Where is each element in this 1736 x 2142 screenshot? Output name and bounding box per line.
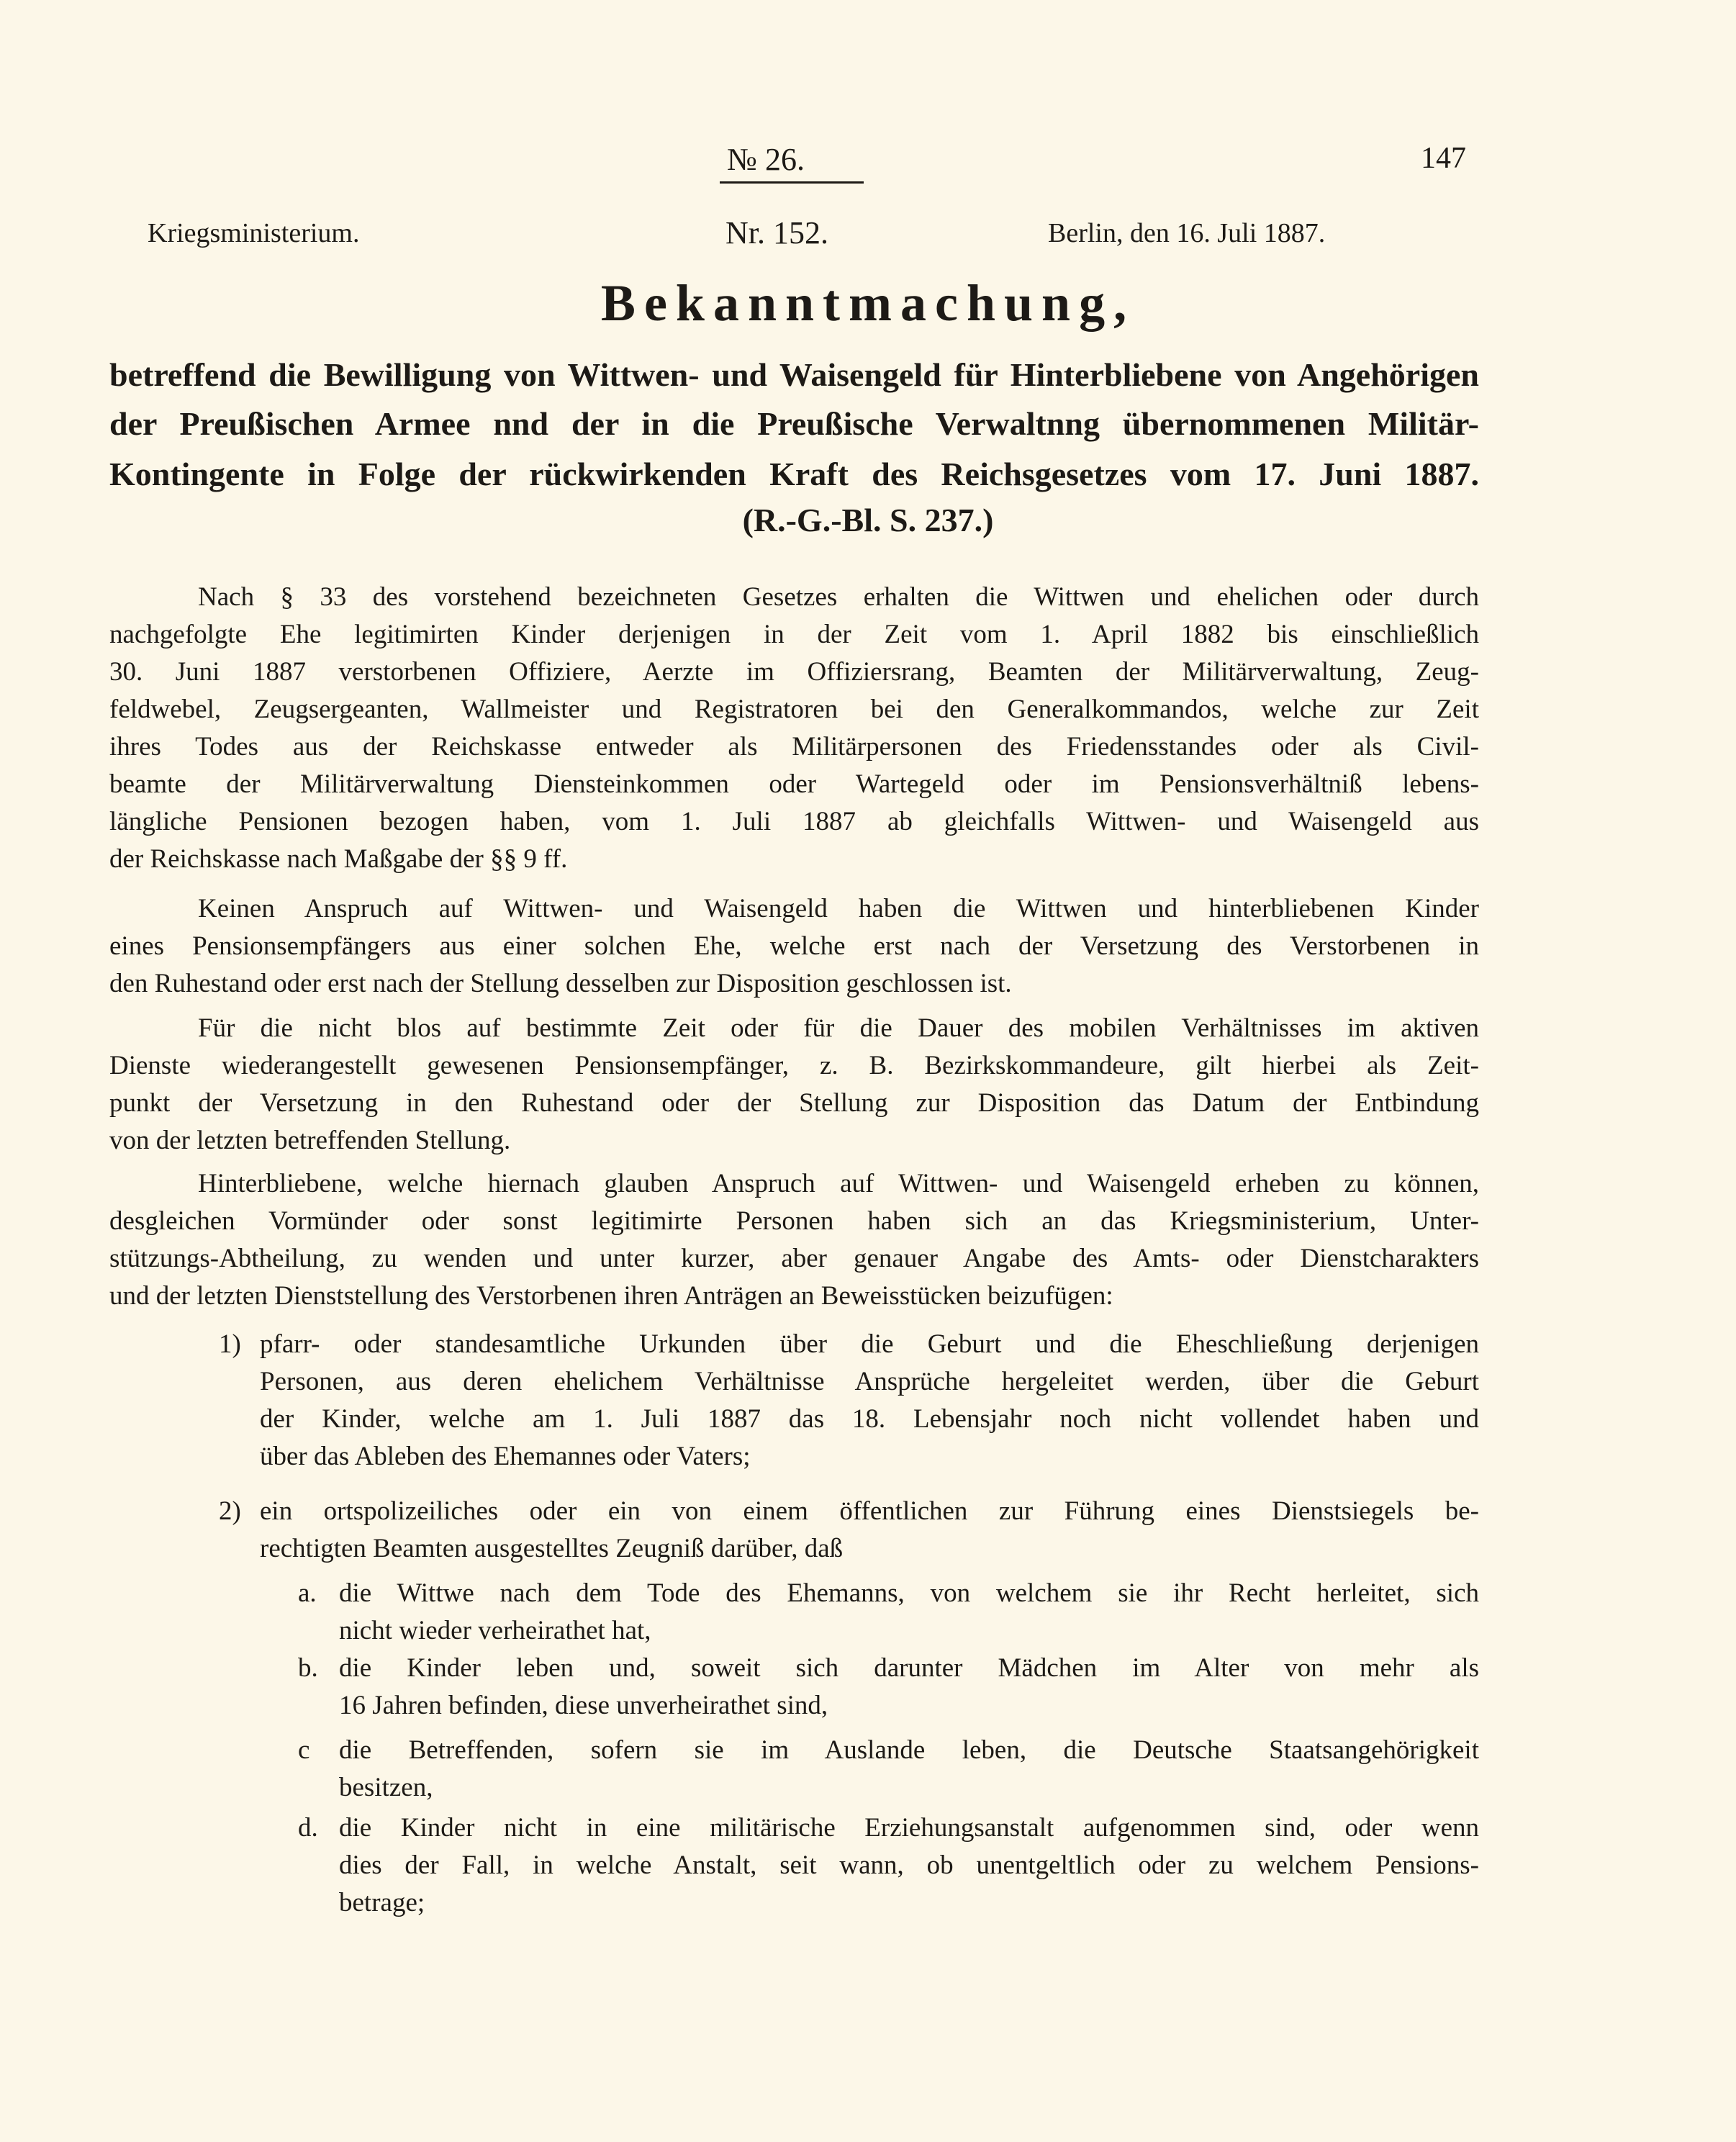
text-line: rechtigten Beamten ausgestelltes Zeugniß darüber, daß: [260, 1534, 844, 1563]
text-line: die Kinder nicht in eine militärische Erziehungsanstalt aufgenommen sind, oder wenn: [339, 1813, 1479, 1843]
text-line: der Reichskasse nach Maßgabe der §§ 9 ff.: [109, 844, 568, 874]
subtitle-line: Kontingente in Folge der rückwirkenden Kraft des Reichsgesetzes vom 17. Juni 1887.: [109, 456, 1479, 492]
text-line: 30. Juni 1887 verstorbenen Offiziere, Aerzte im Offiziersrang, Beamten der Militärverwaltung, Zeug-: [109, 657, 1479, 687]
text-line: die Betreffenden, sofern sie im Auslande leben, die Deutsche Staatsangehörigkeit: [339, 1735, 1479, 1765]
text-line: beamte der Militärverwaltung Diensteinkommen oder Wartegeld oder im Pensionsverhältniß lebens-: [109, 769, 1479, 799]
text-line: von der letzten betreffenden Stellung.: [109, 1126, 511, 1155]
subtitle-line: (R.-G.-Bl. S. 237.): [742, 502, 994, 538]
text-line: über das Ableben des Ehemannes oder Vaters;: [260, 1442, 751, 1471]
sub-item-letter: b.: [298, 1653, 318, 1683]
text-line: nachgefolgte Ehe legitimirten Kinder derjenigen in der Zeit vom 1. April 1882 bis einschließlich: [109, 620, 1479, 649]
issue-number: № 26.: [727, 142, 805, 177]
text-line: Hinterbliebene, welche hiernach glauben Anspruch auf Wittwen- und Waisengeld erheben zu können,: [198, 1169, 1479, 1198]
sub-item-letter: c: [298, 1735, 310, 1765]
text-line: feldwebel, Zeugsergeanten, Wallmeister und Registratoren bei den Generalkommandos, welche zur Zeit: [109, 695, 1479, 724]
text-line: ihres Todes aus der Reichskasse entweder als Militärpersonen des Friedensstandes oder als Civil-: [109, 732, 1479, 762]
text-line: betrage;: [339, 1888, 425, 1917]
text-line: Personen, aus deren ehelichem Verhältnisse Ansprüche hergeleitet werden, über die Geburt: [260, 1367, 1479, 1396]
text-line: eines Pensionsempfängers aus einer solchen Ehe, welche erst nach der Versetzung des Verstorbenen in: [109, 931, 1479, 961]
place-date: Berlin, den 16. Juli 1887.: [1048, 218, 1326, 248]
subtitle-line: betreffend die Bewilligung von Wittwen- und Waisengeld für Hinterbliebene von Angehörigen: [109, 356, 1479, 393]
text-line: die Wittwe nach dem Tode des Ehemanns, von welchem sie ihr Recht herleitet, sich: [339, 1578, 1479, 1608]
text-line: Keinen Anspruch auf Wittwen- und Waisengeld haben die Wittwen und hinterbliebenen Kinder: [198, 894, 1479, 923]
text-line: ein ortspolizeiliches oder ein von einem öffentlichen zur Führung eines Dienstsiegels be-: [260, 1496, 1479, 1526]
text-line: pfarr- oder standesamtliche Urkunden über die Geburt und die Eheschließung derjenigen: [260, 1329, 1479, 1359]
issue-underline: [720, 181, 864, 184]
list-item-number: 2): [219, 1496, 241, 1526]
page-number: 147: [1421, 142, 1466, 175]
text-line: den Ruhestand oder erst nach der Stellung desselben zur Disposition geschlossen ist.: [109, 969, 1012, 998]
text-line: die Kinder leben und, soweit sich darunter Mädchen im Alter von mehr als: [339, 1653, 1479, 1683]
text-line: Nach § 33 des vorstehend bezeichneten Gesetzes erhalten die Wittwen und ehelichen oder durch: [198, 582, 1479, 612]
text-line: Dienste wiederangestellt gewesenen Pensionsempfänger, z. B. Bezirkskommandeure, gilt hierbei als Zeit-: [109, 1051, 1479, 1080]
text-line: längliche Pensionen bezogen haben, vom 1. Juli 1887 ab gleichfalls Wittwen- und Waisengeld aus: [109, 807, 1479, 836]
text-line: nicht wieder verheirathet hat,: [339, 1616, 651, 1645]
text-line: besitzen,: [339, 1773, 433, 1802]
text-line: Für die nicht blos auf bestimmte Zeit oder für die Dauer des mobilen Verhältnisses im aktiven: [198, 1013, 1479, 1043]
sub-item-letter: d.: [298, 1813, 318, 1843]
document-number: Nr. 152.: [725, 215, 828, 250]
text-line: punkt der Versetzung in den Ruhestand oder der Stellung zur Disposition das Datum der Entbindung: [109, 1088, 1479, 1118]
text-line: der Kinder, welche am 1. Juli 1887 das 18. Lebensjahr noch nicht vollendet haben und: [260, 1404, 1479, 1434]
text-line: 16 Jahren befinden, diese unverheirathet sind,: [339, 1691, 828, 1720]
text-line: stützungs-Abtheilung, zu wenden und unter kurzer, aber genauer Angabe des Amts- oder Dienstcharakters: [109, 1244, 1479, 1273]
issuer: Kriegsministerium.: [148, 218, 360, 248]
subtitle-line: der Preußischen Armee nnd der in die Preußische Verwaltnng übernommenen Militär-: [109, 405, 1479, 442]
text-line: desgleichen Vormünder oder sonst legitimirte Personen haben sich an das Kriegsministerium, Unter-: [109, 1206, 1479, 1236]
text-line: dies der Fall, in welche Anstalt, seit wann, ob unentgeltlich oder zu welchem Pensions-: [339, 1850, 1479, 1880]
list-item-number: 1): [219, 1329, 241, 1359]
sub-item-letter: a.: [298, 1578, 317, 1608]
title: Bekanntmachung,: [600, 274, 1136, 332]
text-line: und der letzten Dienststellung des Verstorbenen ihren Anträgen an Beweisstücken beizufügen:: [109, 1281, 1113, 1311]
